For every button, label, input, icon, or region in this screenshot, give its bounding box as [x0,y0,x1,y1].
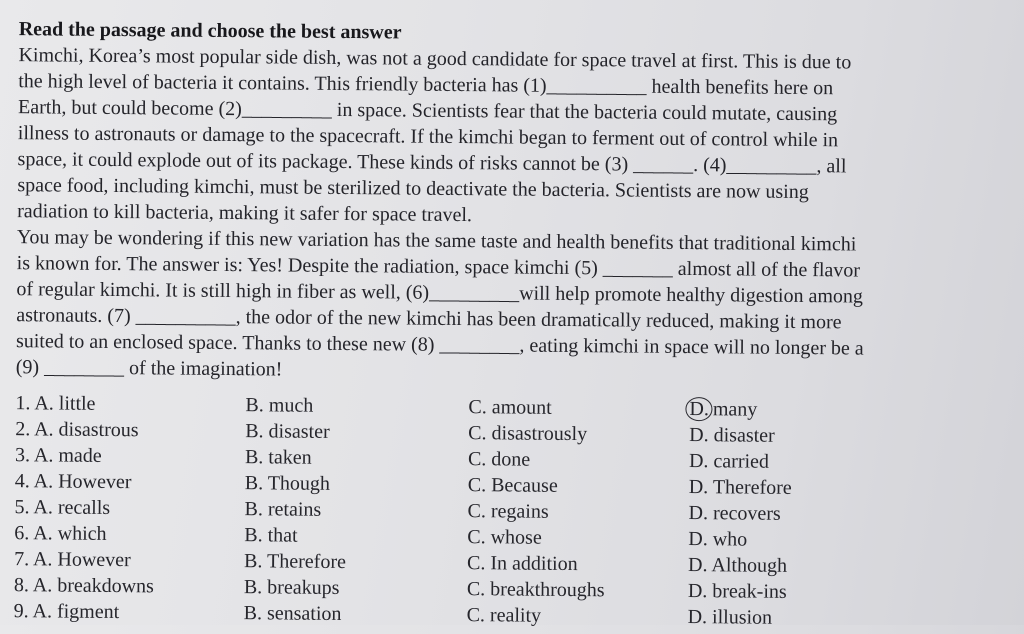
passage-line: suited to an enclosed space. Thanks to these new (8) ________, eating kimchi in space will no longer be a [15,330,864,360]
option-b: B. Therefore [244,550,347,574]
option-a: 6. A. which [14,522,107,545]
question-number: 3. [14,444,31,467]
option-c: C. amount [468,396,552,419]
option-d: D. illusion [687,606,773,629]
passage-line: (9) ________ of the imagination! [15,356,283,381]
question-number: 7. [14,548,30,571]
option-a: 4. A. However [14,470,132,494]
circled-answer-mark: D. [685,397,713,421]
option-d: D. disaster [689,424,775,447]
option-d: D. who [688,528,748,551]
option-c: C. breakthroughs [466,578,605,602]
question-number: 8. [13,574,29,597]
answer-options [14,390,1006,633]
option-c: C. reality [466,604,542,627]
option-d: D. Although [687,554,788,577]
option-b: B. taken [244,446,312,469]
option-c: C. regains [467,500,549,523]
question-number: 6. [14,522,30,545]
question-number: 1. [15,392,31,415]
passage-line: Kimchi, Korea’s most popular side dish, was not a good candidate for space travel at first. This is due to [18,44,852,74]
question-number: 4. [14,470,30,493]
passage-line: You may be wondering if this new variation has the same taste and health benefits that traditional kimchi [16,226,857,256]
option-b: B. breakups [243,576,340,599]
option-a: 7. A. However [14,548,131,572]
question-number: 9. [13,600,29,623]
option-b: B. Though [244,472,331,495]
option-a: 3. A. made [14,444,102,467]
option-b: B. retains [244,498,322,521]
passage-line: illness to astronauts or damage to the spacecraft. If the kimchi began to ferment out of control while in [17,122,839,152]
passage-line: radiation to kill bacteria, making it safer for space travel. [17,200,473,227]
option-b: B. much [245,394,314,417]
passage-line: astronauts. (7) __________, the odor of the new kimchi has been dramatically reduced, making it more [16,304,842,334]
option-a: 2. A. disastrous [15,418,139,442]
passage-line: Earth, but could become (2)_________ in space. Scientists fear that the bacteria could mutate, causing [17,96,838,126]
passage-line: space food, including kimchi, must be sterilized to deactivate the bacteria. Scientists are now using [17,174,809,204]
option-a: 1. A. little [15,392,96,415]
option-d: D. many [689,396,757,423]
option-c: C. In addition [467,552,578,576]
option-d: D. recovers [688,502,781,525]
option-c: C. whose [467,526,542,549]
question-number: 2. [15,418,31,441]
option-d: D. break-ins [687,580,787,603]
option-a: 9. A. figment [13,600,120,624]
passage-line: of regular kimchi. It is still high in fiber as well, (6)_________will help promote healthy digestion among [16,278,864,308]
option-a: 5. A. recalls [14,496,111,519]
option-c: C. done [467,448,531,471]
option-d: D. carried [688,450,770,473]
passage-line: space, it could explode out of its package. These kinds of risks cannot be (3) ______. (4)_________, all [17,148,847,178]
reading-passage [16,42,1009,389]
option-a: 8. A. breakdowns [13,574,154,598]
option-b: B. sensation [243,602,342,626]
page-title: Read the passage and choose the best answer [18,18,402,44]
option-c: C. Because [467,474,558,497]
option-b: B. disaster [245,420,330,443]
passage-line: the high level of bacteria it contains. This friendly bacteria has (1)__________ health benefits here on [18,70,834,100]
question-number: 5. [14,496,30,519]
option-d: D. Therefore [688,476,792,499]
option-c: C. disastrously [468,422,588,446]
option-b: B. that [244,524,298,547]
passage-line: is known for. The answer is: Yes! Despite the radiation, space kimchi (5) _______ almost all of the flavor [16,252,861,282]
